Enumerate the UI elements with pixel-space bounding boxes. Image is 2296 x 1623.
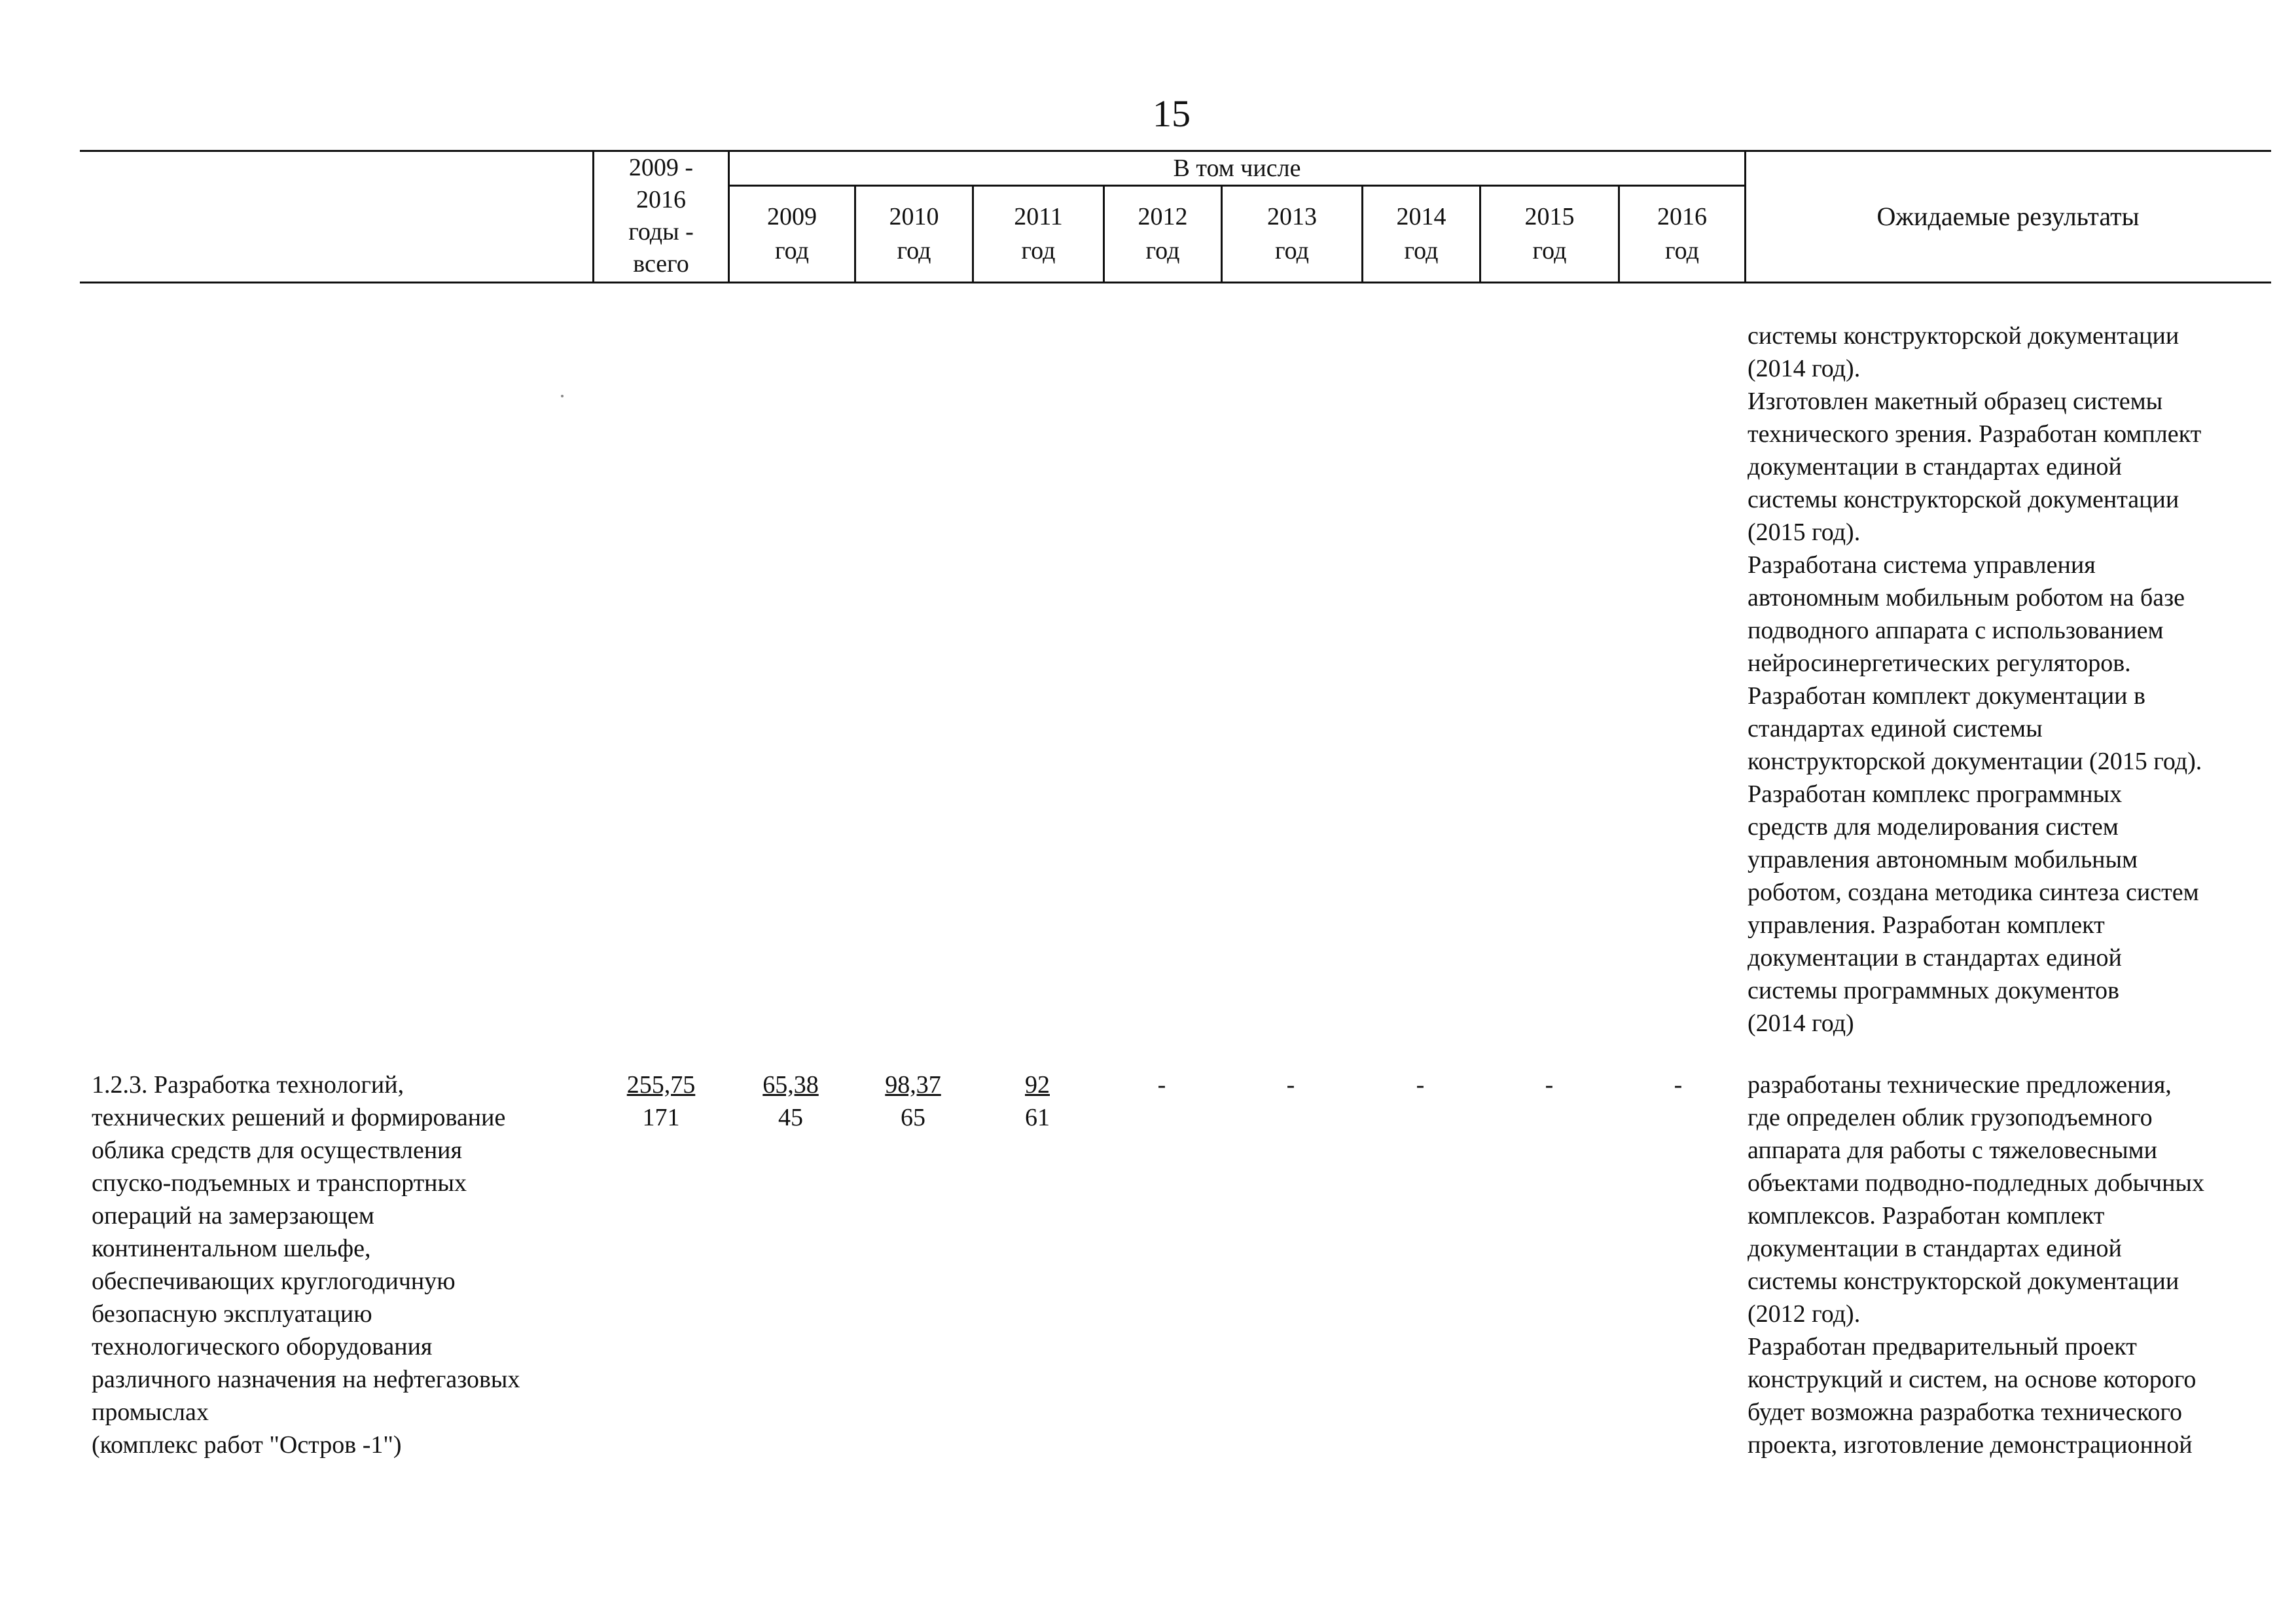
header-year-unit: год xyxy=(1665,237,1699,264)
result-line: (2015 год). xyxy=(1748,519,1861,546)
header-year-unit: год xyxy=(897,237,931,264)
result-line: документации в стандартах единой xyxy=(1748,944,2122,972)
header-year-label: 2011 xyxy=(1014,203,1063,230)
value-top: 98,37 xyxy=(885,1071,941,1099)
result-line: управления автономным мобильным xyxy=(1748,846,2138,873)
header-in-that-number: В том числе xyxy=(1173,155,1301,182)
result-line: нейросинергетических регуляторов. xyxy=(1748,649,2131,677)
header-total-line: 2009 - xyxy=(628,154,694,181)
row-title-line: операций на замерзающем xyxy=(92,1202,374,1230)
row-1-2-3-2012: - xyxy=(1157,1071,1166,1099)
header-year-unit: год xyxy=(1532,237,1567,264)
result-line: (2012 год). xyxy=(1748,1300,1861,1328)
header-year-unit: год xyxy=(775,237,809,264)
row-1-2-3-results xyxy=(1748,1068,2271,1461)
value-bottom: 171 xyxy=(642,1104,680,1131)
result-line: технического зрения. Разработан комплект xyxy=(1748,420,2202,448)
result-line: объектами подводно-подледных добычных xyxy=(1748,1169,2204,1197)
result-line: подводного аппарата с использованием xyxy=(1748,617,2164,644)
row-title-line: облика средств для осуществления xyxy=(92,1137,462,1164)
value-top: 92 xyxy=(1025,1071,1050,1099)
header-year-2011 xyxy=(974,200,1103,268)
result-line: системы конструкторской документации xyxy=(1748,322,2179,350)
page-number: 15 xyxy=(1153,92,1191,135)
result-line: Разработана система управления xyxy=(1748,551,2096,579)
row-title-line: (комплекс работ "Остров -1") xyxy=(92,1431,402,1459)
header-year-2010 xyxy=(856,200,972,268)
row-1-2-3-2014: - xyxy=(1416,1071,1425,1099)
result-line: конструкторской документации (2015 год). xyxy=(1748,748,2202,775)
result-line: автономным мобильным роботом на базе xyxy=(1748,584,2185,611)
result-line: где определен облик грузоподъемного xyxy=(1748,1104,2153,1131)
header-year-2014 xyxy=(1363,200,1479,268)
row-title-line: безопасную эксплуатацию xyxy=(92,1300,372,1328)
result-line: системы конструкторской документации xyxy=(1748,1267,2179,1295)
result-line: средств для моделирования систем xyxy=(1748,813,2119,841)
header-year-unit: год xyxy=(1145,237,1180,264)
header-total-column xyxy=(594,152,728,280)
header-expected-results: Ожидаемые результаты xyxy=(1876,202,2140,231)
result-line: управления. Разработан комплект xyxy=(1748,911,2105,939)
scan-speck xyxy=(561,395,564,397)
header-year-label: 2012 xyxy=(1138,203,1188,230)
row-title-line: континентальном шельфе, xyxy=(92,1235,371,1262)
header-total-line: годы - xyxy=(628,218,694,246)
result-line: (2014 год). xyxy=(1748,355,1861,382)
result-line: Разработан комплекс программных xyxy=(1748,780,2123,808)
header-year-label: 2014 xyxy=(1396,203,1446,230)
value-bottom: 61 xyxy=(1025,1104,1050,1131)
header-year-label: 2010 xyxy=(889,203,939,230)
header-year-2013 xyxy=(1223,200,1361,268)
header-year-label: 2013 xyxy=(1267,203,1317,230)
result-line: аппарата для работы с тяжеловесными xyxy=(1748,1137,2158,1164)
row-title-line: технических решений и формирование xyxy=(92,1104,506,1131)
value-top: 65,38 xyxy=(762,1071,819,1099)
result-line: комплексов. Разработан комплект xyxy=(1748,1202,2105,1230)
row-title-line: обеспечивающих круглогодичную xyxy=(92,1267,456,1295)
continued-results-cell xyxy=(1748,319,2271,1040)
result-line: системы конструкторской документации xyxy=(1748,486,2179,513)
result-line: стандартах единой системы xyxy=(1748,715,2043,742)
header-year-2015 xyxy=(1481,200,1618,268)
header-year-unit: год xyxy=(1021,237,1056,264)
result-line: системы программных документов xyxy=(1748,977,2119,1004)
value-bottom: 45 xyxy=(778,1104,803,1131)
result-line: Разработан комплект документации в xyxy=(1748,682,2145,710)
header-year-unit: год xyxy=(1275,237,1309,264)
result-line: будет возможна разработка технического xyxy=(1748,1398,2183,1426)
row-title-line: технологического оборудования xyxy=(92,1333,433,1360)
result-line: Изготовлен макетный образец системы xyxy=(1748,388,2163,415)
row-title-line: различного назначения на нефтегазовых xyxy=(92,1366,520,1393)
row-1-2-3-total xyxy=(594,1068,728,1134)
value-bottom: 65 xyxy=(901,1104,925,1131)
result-line: (2014 год) xyxy=(1748,1010,1854,1037)
row-1-2-3-2009 xyxy=(725,1068,856,1134)
row-1-2-3-2010 xyxy=(848,1068,978,1134)
result-line: конструкций и систем, на основе которого xyxy=(1748,1366,2197,1393)
result-line: проекта, изготовление демонстрационной xyxy=(1748,1431,2193,1459)
row-title-line: 1.2.3. Разработка технологий, xyxy=(92,1071,404,1099)
row-title-line: спуско-подъемных и транспортных xyxy=(92,1169,467,1197)
row-1-2-3-title xyxy=(92,1068,589,1461)
header-year-2016 xyxy=(1620,200,1744,268)
header-year-label: 2015 xyxy=(1524,203,1575,230)
header-total-line: 2016 xyxy=(636,186,686,213)
value-top: 255,75 xyxy=(626,1071,696,1099)
result-line: Разработан предварительный проект xyxy=(1748,1333,2137,1360)
header-year-label: 2016 xyxy=(1657,203,1707,230)
header-year-label: 2009 xyxy=(767,203,817,230)
subheader-divider xyxy=(728,185,1744,187)
header-total-line: всего xyxy=(633,250,689,278)
row-title-line: промыслах xyxy=(92,1398,209,1426)
row-1-2-3-2016: - xyxy=(1674,1071,1683,1099)
result-line: документации в стандартах единой xyxy=(1748,1235,2122,1262)
result-line: роботом, создана методика синтеза систем xyxy=(1748,879,2199,906)
header-year-unit: год xyxy=(1404,237,1439,264)
result-line: разработаны технические предложения, xyxy=(1748,1071,2172,1099)
row-1-2-3-2013: - xyxy=(1286,1071,1295,1099)
row-1-2-3-2015: - xyxy=(1545,1071,1554,1099)
header-year-2012 xyxy=(1105,200,1221,268)
table-header-bottom-border xyxy=(80,282,2271,283)
result-line: документации в стандартах единой xyxy=(1748,453,2122,481)
header-year-2009 xyxy=(730,200,854,268)
row-1-2-3-2011 xyxy=(972,1068,1103,1134)
